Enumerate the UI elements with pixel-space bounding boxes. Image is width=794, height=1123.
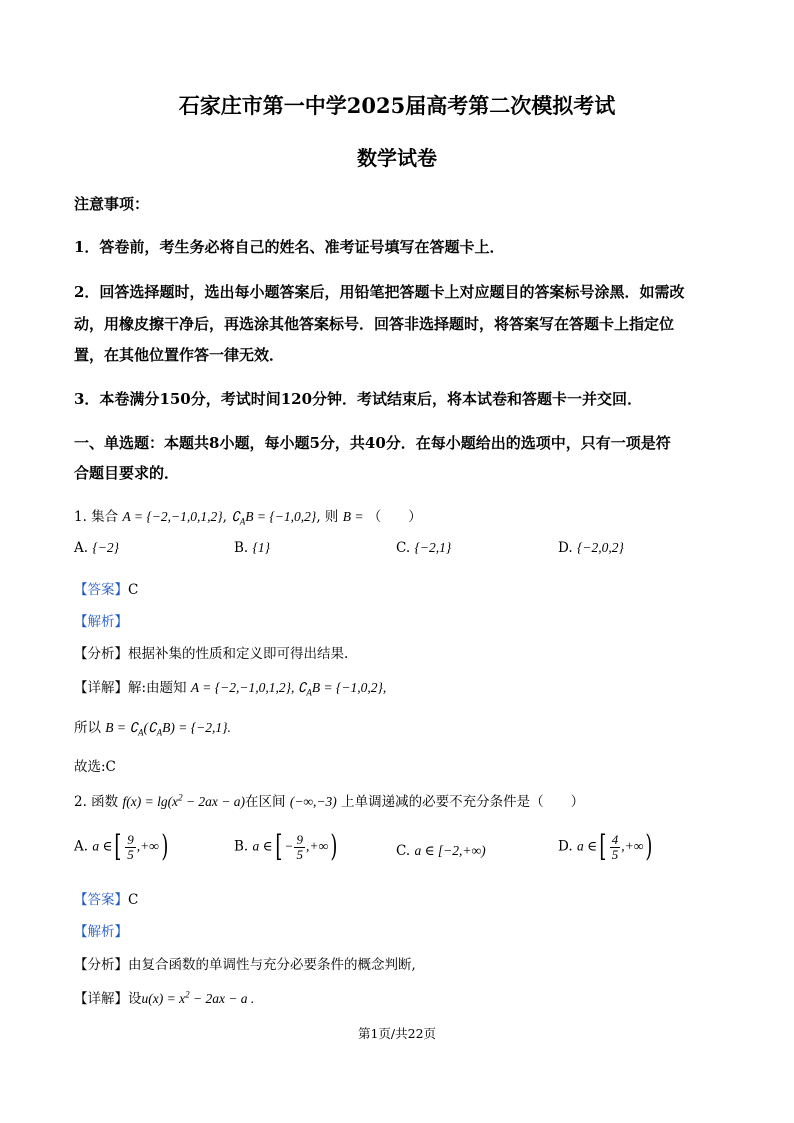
q2-option-a-frac	[125, 833, 136, 862]
q1-fenxi	[74, 642, 348, 662]
q2-option-a-lbracket: [	[114, 829, 122, 864]
q2-stem	[74, 790, 584, 810]
q2-answer-value: C	[128, 892, 139, 908]
q1-choose: 故选:C	[74, 759, 116, 775]
q1-option-c-label: C.	[396, 540, 411, 556]
q2-option-a-pre: a ∈	[92, 838, 113, 854]
q2-option-a-num: 9	[127, 831, 134, 847]
q2-xiangjie	[74, 987, 254, 1007]
q2-function2: − 2ax − a)	[182, 794, 246, 809]
q1-answer-value: C	[128, 582, 139, 598]
notice-item-2-line2: 动，用橡皮擦干净后，再选涂其他答案标号．回答非选择题时，将答案写在答题卡上指定位	[74, 315, 675, 333]
q2-option-d-num: 4	[611, 831, 619, 847]
q2-option-a-label: A.	[74, 838, 89, 855]
q2-stem-mid: 在区间	[245, 794, 286, 810]
q1-conclusion-math: B = ∁	[105, 720, 138, 735]
q2-answer-tag: 【答案】	[74, 892, 128, 908]
q2-option-b-pre: a ∈	[252, 838, 273, 854]
q2-option-b-num: 9	[296, 831, 303, 847]
q2-answer	[74, 888, 138, 908]
section-heading-line2: 合题目要求的．	[74, 464, 180, 482]
q1-option-d-label: D.	[558, 540, 573, 556]
q2-option-b-rbracket: )	[330, 829, 338, 864]
q1-stem: 1. 集合 A = {−2,−1,0,1,2}, $∁_AB = \{-1,0,2\}$, 则 B = （ ）	[74, 509, 422, 527]
q2-function-sup: 2	[178, 792, 183, 803]
q1-option-a-value: {−2}	[92, 540, 120, 555]
q1-option-c-value: {−2,1}	[414, 540, 452, 555]
q2-stem-prefix: 2. 函数	[74, 794, 119, 810]
page-footer: 第1页/共22页	[357, 1026, 437, 1041]
q1-stem-suffix: , 则	[316, 509, 339, 525]
q2-option-b-frac	[294, 833, 305, 862]
q1-complement-sub: A	[239, 516, 246, 527]
q2-option-d-lbracket: [	[599, 829, 607, 864]
q2-fenxi-text: 由复合函数的单调性与充分必要条件的概念判断,	[128, 957, 416, 973]
notice-item-2-line3: 置，在其他位置作答一律无效．	[74, 346, 285, 364]
q1-xiangjie-prefix: 解:由题知	[128, 680, 187, 696]
q2-option-d-den: 5	[611, 846, 619, 862]
q2-option-d-post: ,+∞	[621, 838, 644, 854]
q1-complement-symbol: ∁	[231, 509, 240, 524]
q2-option-d-pre: a ∈	[576, 838, 598, 854]
q1-option-a	[74, 540, 119, 556]
q1-option-b-value: {1}	[252, 540, 271, 555]
q2-option-c	[396, 843, 486, 859]
q2-option-a-post: ,+∞	[136, 838, 159, 854]
q2-option-a-den: 5	[127, 846, 134, 862]
q1-stem-prefix: 1. 集合	[74, 509, 119, 525]
q2-fenxi-tag: 【分析】	[74, 957, 128, 973]
q1-answer-tag: 【答案】	[74, 582, 128, 598]
q1-conclusion	[74, 716, 231, 738]
q2-xiangjie-math2: − 2ax − a .	[189, 991, 255, 1006]
q2-option-d-frac	[610, 833, 621, 862]
notice-heading: 注意事项：	[74, 195, 150, 213]
q2-option-a-rbracket: )	[161, 829, 169, 864]
q1-xiangjie-math: A = {−2,−1,0,1,2}, ∁	[190, 680, 307, 695]
q2-option-b-minus: −	[284, 838, 294, 854]
q1-option-c	[396, 540, 451, 556]
q2-function: f(x) = lg(x	[122, 794, 179, 809]
q2-option-b-label: B.	[234, 838, 249, 855]
q1-xiangjie-math2: B = {−1,0,2},	[311, 680, 387, 695]
q2-xiangjie-math: u(x) = x	[141, 991, 186, 1006]
q2-option-b-post: ,+∞	[305, 838, 329, 854]
q2-option-b-lbracket: [	[274, 829, 283, 864]
exam-title: 石家庄市第一中学2025届高考第二次模拟考试	[178, 93, 616, 118]
q1-option-b-label: B.	[234, 540, 249, 556]
section-heading-line1: 一、单选题：本题共8小题，每小题5分，共40分．在每小题给出的选项中，只有一项是符	[74, 434, 671, 452]
q2-option-b-den: 5	[296, 846, 303, 862]
q1-xiangjie-tag: 【详解】	[74, 680, 128, 696]
q1-conclusion-sub: A	[138, 727, 144, 738]
q2-fenxi	[74, 953, 416, 973]
q1-xiangjie-sub: A	[306, 687, 312, 698]
q1-complement-b: B = {−1,0,2}	[245, 509, 317, 524]
q1-fenxi-text: 根据补集的性质和定义即可得出结果.	[128, 646, 349, 662]
q2-option-d-rbracket: )	[645, 829, 653, 864]
q2-xiangjie-prefix: 设	[128, 991, 142, 1007]
q2-stem-suffix: 上单调递减的必要不充分条件是（ ）	[341, 794, 585, 810]
q2-option-d-label: D.	[558, 838, 573, 855]
q1-conclusion-math3: B) = {−2,1}.	[162, 720, 231, 735]
q1-conclusion-math2: (∁	[143, 720, 157, 735]
q2-interval: (−∞,−3)	[289, 794, 337, 809]
q1-fenxi-tag: 【分析】	[74, 646, 128, 662]
q1-xiangjie	[74, 676, 386, 698]
q1-stem-b: B =	[342, 509, 364, 524]
q1-paren: （ ）	[367, 509, 422, 525]
q2-option-a	[74, 829, 171, 864]
q1-analysis-tag: 【解析】	[74, 614, 128, 630]
q1-option-a-label: A.	[74, 540, 89, 556]
q2-analysis-tag: 【解析】	[74, 924, 128, 940]
q2-option-c-value: a ∈ [−2,+∞)	[414, 843, 486, 858]
q1-answer	[74, 578, 138, 598]
q2-xiangjie-sup: 2	[185, 989, 190, 1000]
notice-item-2-line1: 2．回答选择题时，选出每小题答案后，用铅笔把答题卡上对应题目的答案标号涂黑．如需改	[74, 283, 685, 301]
q1-option-d	[558, 540, 624, 556]
q2-xiangjie-tag: 【详解】	[74, 991, 128, 1007]
notice-item-3: 3．本卷满分150分，考试时间120分钟．考试结束后，将本试卷和答题卡一并交回．	[74, 390, 643, 408]
q1-option-b	[234, 540, 270, 556]
notice-item-1: 1．答卷前，考生务必将自己的姓名、准考证号填写在答题卡上．	[74, 238, 505, 256]
q1-set-a: A = {−2,−1,0,1,2}	[122, 509, 223, 524]
q2-option-c-label: C.	[396, 843, 411, 859]
q1-conclusion-prefix: 所以	[74, 720, 101, 736]
q1-option-d-value: {−2,0,2}	[576, 540, 624, 555]
q2-option-d	[558, 829, 655, 864]
q1-conclusion-sub2: A	[156, 727, 163, 738]
exam-subtitle: 数学试卷	[357, 146, 437, 170]
q2-option-b	[234, 829, 340, 864]
